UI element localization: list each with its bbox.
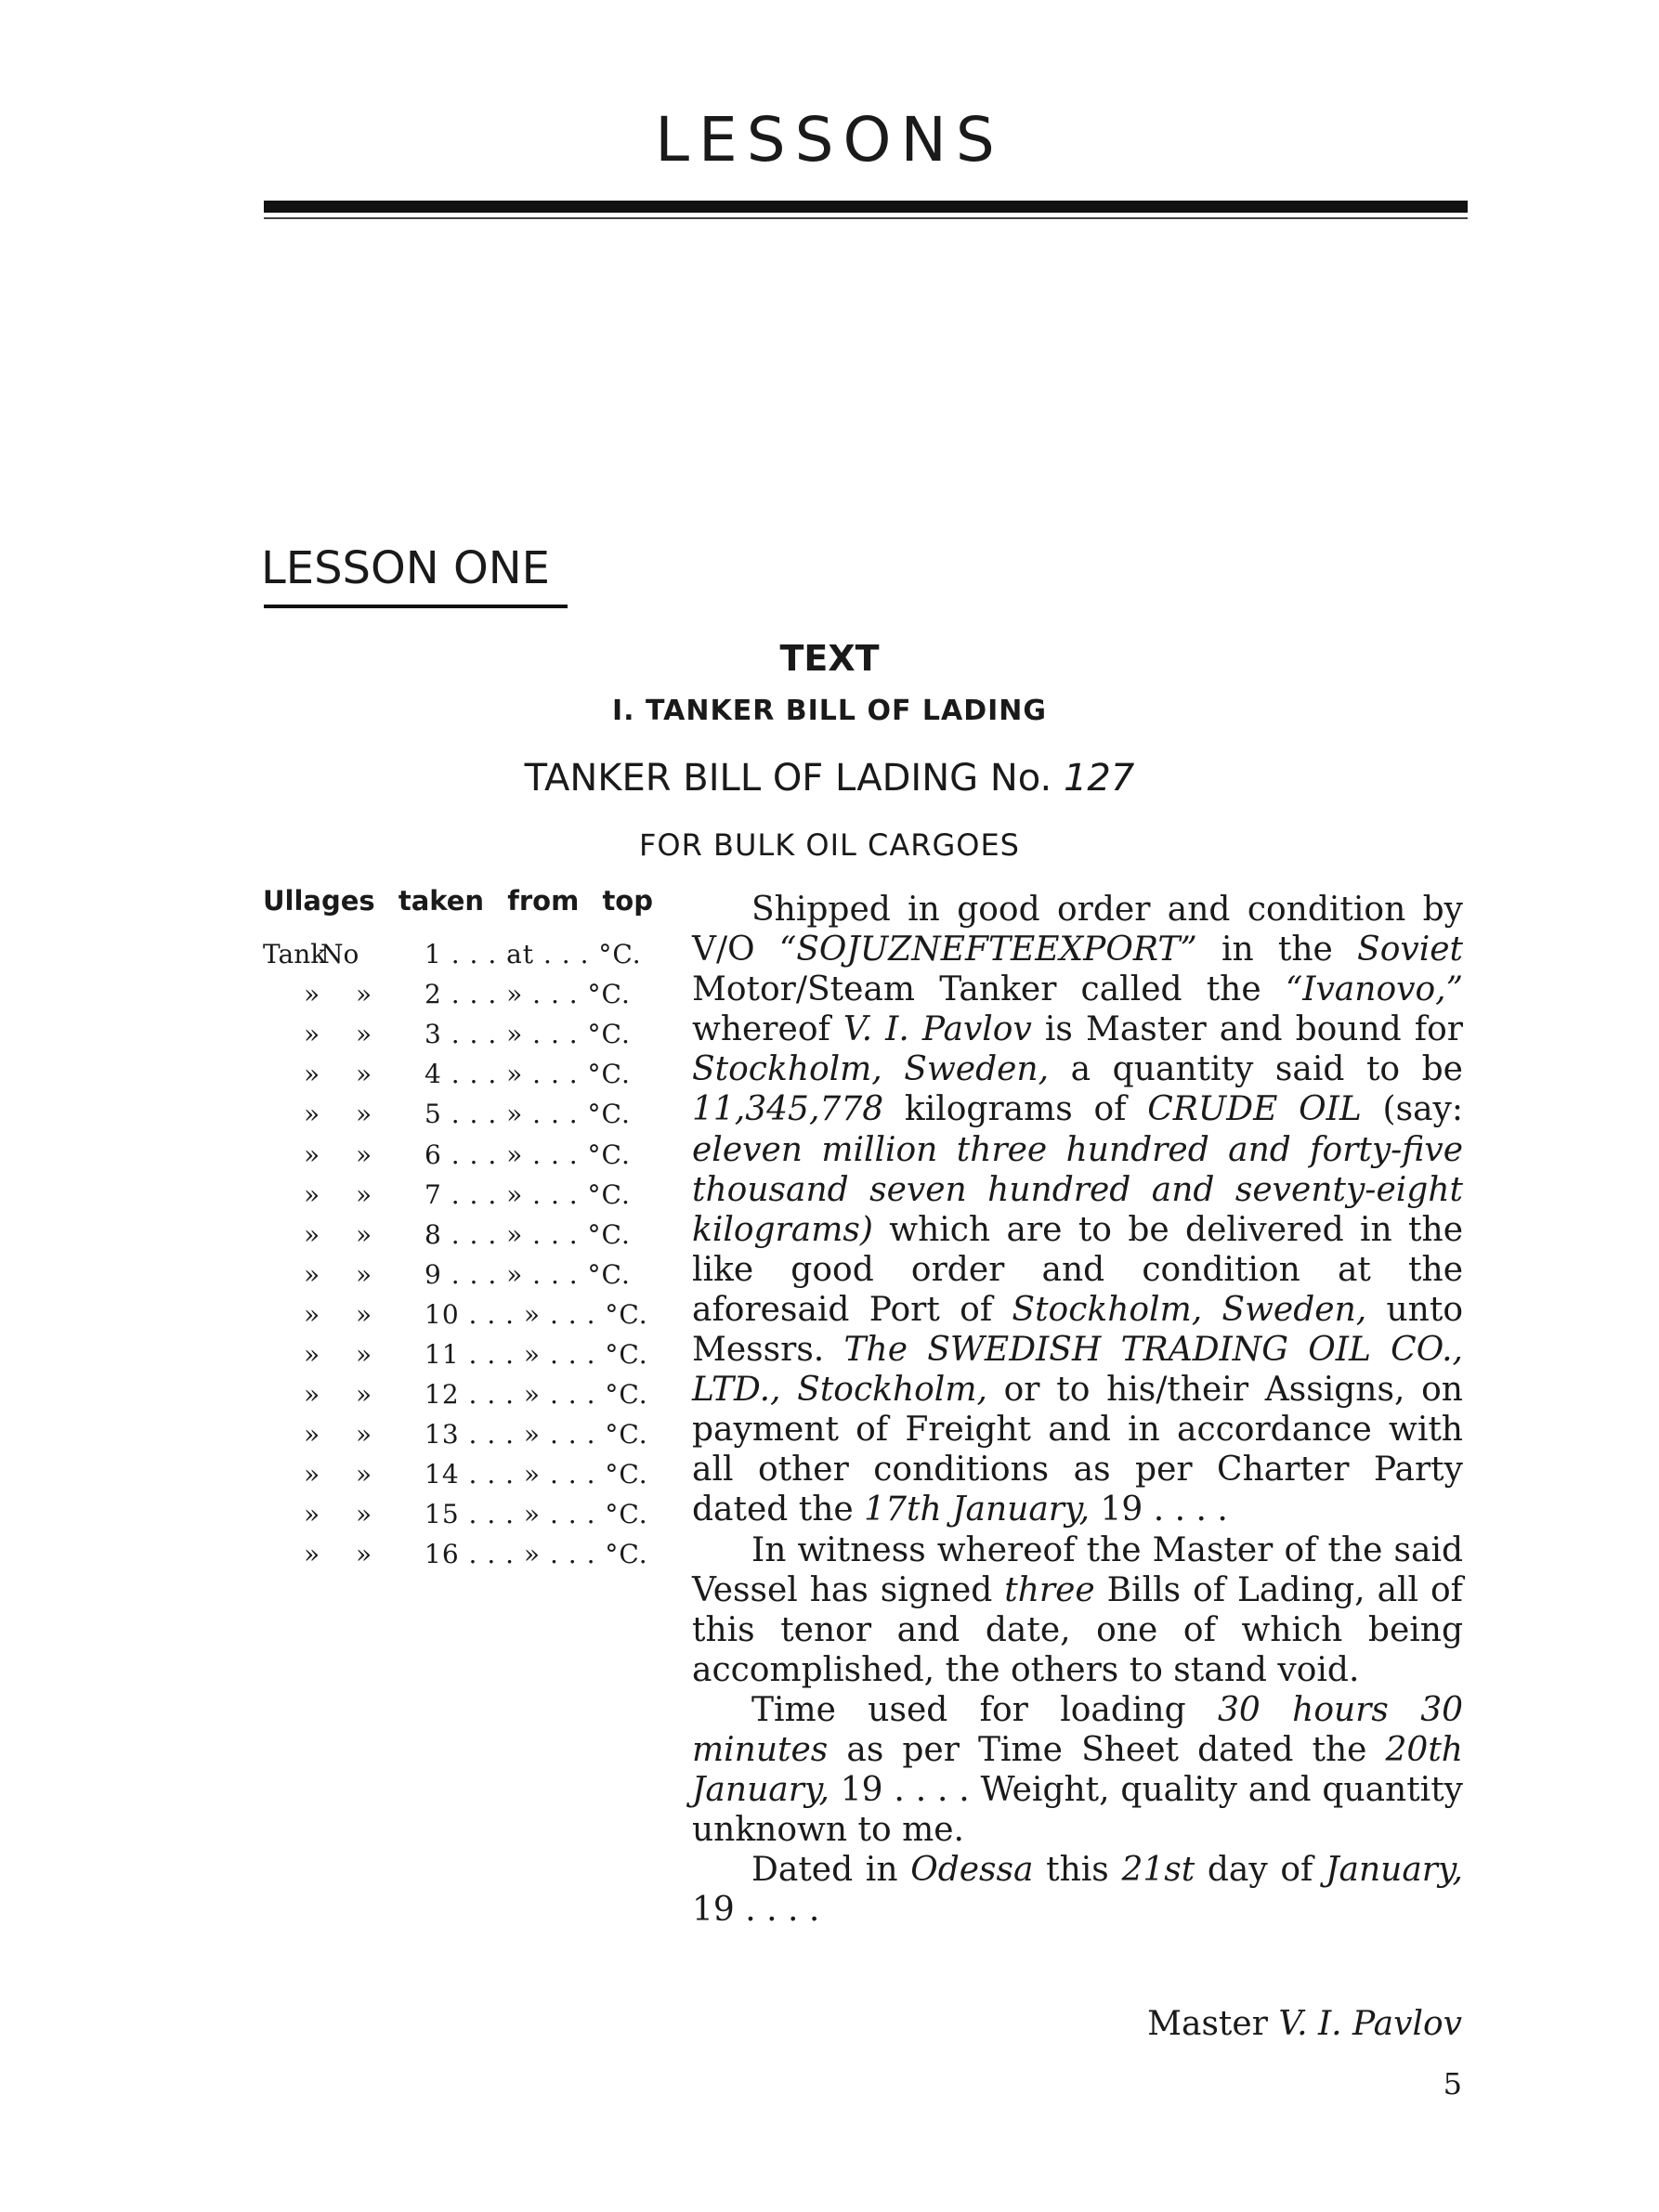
ullage-row [263, 1454, 653, 1494]
ullage-value: 5 . . . » . . . °C. [425, 1099, 631, 1130]
ditto-mark: » [356, 1258, 372, 1290]
body-text-run: Stockholm, Sweden, [692, 1050, 1050, 1089]
ullage-value: 13 . . . » . . . °C. [425, 1419, 648, 1451]
body-text-run: whereof [692, 1010, 843, 1049]
body-text-run: day of [1195, 1851, 1326, 1890]
document-label: I. TANKER BILL OF LADING [611, 695, 1048, 727]
body-paragraph-dated [692, 1850, 1463, 1930]
ullage-row [263, 1494, 653, 1534]
ditto-mark: » [304, 1099, 320, 1130]
ullage-value: 4 . . . » . . . °C. [425, 1059, 631, 1090]
ditto-mark: » [304, 1218, 320, 1250]
bill-of-lading-title [0, 757, 1659, 800]
ditto-mark: » [356, 1379, 372, 1411]
ullage-value: 11 . . . » . . . °C. [425, 1338, 648, 1370]
section-label: TEXT [779, 638, 880, 679]
ullage-row [263, 1334, 653, 1374]
header-rule-thick [264, 201, 1468, 213]
body-text-run: “Ivanovo,” [1285, 970, 1463, 1009]
ullage-value: 12 . . . » . . . °C. [425, 1379, 648, 1411]
lesson-title: LESSON ONE [261, 542, 550, 594]
body-text-run: 21st [1121, 1851, 1195, 1890]
ullage-row [263, 1094, 653, 1134]
ullage-row [263, 1134, 653, 1174]
body-text-run: three [1004, 1570, 1095, 1609]
body-text-run: Bills of Lading, all of this tenor and date, one of which being accomplished, the others to stand void. [692, 1570, 1463, 1689]
ullage-value: 10 . . . » . . . °C. [425, 1298, 648, 1330]
bill-of-lading-title-text: TANKER BILL OF LADING No. [524, 757, 1052, 800]
ditto-mark: » [356, 1218, 372, 1250]
body-text-run: (say: [1361, 1090, 1464, 1129]
body-text-run: kilograms of [883, 1090, 1148, 1129]
ullage-row [263, 1534, 653, 1574]
ditto-mark: » [356, 1459, 372, 1490]
ullage-header-word: taken [398, 885, 485, 917]
ditto-mark: » [356, 1419, 372, 1451]
ditto-mark: » [304, 1059, 320, 1090]
ullage-row [263, 1255, 653, 1295]
body-text-run: eleven million three hundred and forty-five thousand seven hundred and seventy-eight kilograms) [692, 1130, 1463, 1249]
body-text-run: 19 . . . . [1090, 1490, 1228, 1529]
body-text-run: unto Messrs. [692, 1290, 1463, 1370]
bill-of-lading-body [692, 890, 1463, 1930]
ullage-header-word: from [507, 885, 580, 917]
ditto-mark: » [304, 1338, 320, 1370]
ditto-mark: » [356, 1099, 372, 1130]
ullage-row [263, 1014, 653, 1054]
body-text-run: “SOJUZNEFTEEXPORT” [778, 930, 1197, 969]
ditto-mark: » [304, 1419, 320, 1451]
body-text-run: Time used for loading [751, 1690, 1218, 1729]
ullage-value: 3 . . . » . . . °C. [425, 1019, 631, 1050]
body-text-run: 19 . . . . Weight, quality and quantity unknown to me. [692, 1771, 1463, 1850]
ditto-mark: » [304, 1019, 320, 1050]
ullage-header-word: top [602, 885, 653, 917]
ullage-row [263, 974, 653, 1014]
lesson-title-underline [264, 605, 568, 608]
body-text-run: Stockholm, Sweden, [1012, 1290, 1367, 1329]
body-text-run: this [1033, 1851, 1122, 1890]
ullage-value: 2 . . . » . . . °C. [425, 979, 631, 1010]
body-text-run: which are to be delivered in the like good order and condition at the aforesaid Port of [692, 1210, 1463, 1329]
body-text-run: in the [1196, 930, 1358, 969]
ditto-mark: » [356, 1178, 372, 1210]
body-text-run: Odessa [910, 1851, 1034, 1890]
ullage-value: 8 . . . » . . . °C. [425, 1218, 631, 1250]
ditto-mark: » [356, 1539, 372, 1570]
ditto-mark: » [356, 1059, 372, 1090]
ullage-value: 7 . . . » . . . °C. [425, 1178, 631, 1210]
body-text-run: 20th January, [692, 1730, 1463, 1810]
body-text-run: Soviet [1357, 930, 1463, 969]
body-paragraph-witness [692, 1530, 1463, 1690]
ditto-mark: » [304, 1298, 320, 1330]
body-paragraph-loading-time [692, 1690, 1463, 1850]
ditto-mark: » [304, 1178, 320, 1210]
ullage-value: 6 . . . » . . . °C. [425, 1139, 631, 1170]
bill-of-lading-number: 127 [1063, 757, 1135, 800]
ullage-value: 16 . . . » . . . °C. [425, 1539, 648, 1570]
body-text-run: Dated in [751, 1851, 911, 1890]
ullage-value: 14 . . . » . . . °C. [425, 1459, 648, 1490]
ullage-row [263, 1414, 653, 1454]
body-text-run: is Master and bound for [1031, 1010, 1463, 1049]
ditto-mark: » [356, 1298, 372, 1330]
ditto-mark: » [304, 1258, 320, 1290]
signature-name: V. I. Pavlov [1278, 2005, 1462, 2043]
ditto-mark: » [356, 1499, 372, 1530]
body-text-run: 30 hours 30 minutes [692, 1690, 1464, 1769]
ditto-mark: » [304, 1459, 320, 1490]
ullage-value: 1 . . . at . . . °C. [425, 939, 642, 970]
body-text-run: 11,345,778 [692, 1090, 884, 1129]
ullage-row [263, 1215, 653, 1255]
page-number: 5 [1443, 2066, 1462, 2101]
ullage-header-word: Ullages [263, 885, 375, 917]
ullage-row [263, 1374, 653, 1414]
body-text-run: CRUDE OIL [1147, 1090, 1362, 1129]
ditto-mark: » [356, 1019, 372, 1050]
ditto-mark: » [304, 1139, 320, 1170]
ullage-tank-label: Tank [263, 939, 327, 970]
ullage-row [263, 934, 653, 974]
ditto-mark: » [304, 1499, 320, 1530]
ullage-header [263, 885, 653, 917]
ullage-row [263, 1054, 653, 1094]
body-text-run: Shipped in good order and condition by V/O [692, 891, 1463, 969]
body-text-run: The SWEDISH TRADING OIL CO., LTD., Stockholm, [692, 1331, 1464, 1410]
ullage-row [263, 1175, 653, 1215]
body-text-run: In witness whereof the Master of the said Vessel has signed [692, 1530, 1463, 1609]
body-text-run: 17th January, [864, 1490, 1091, 1529]
body-text-run: Motor/Steam Tanker called the [692, 970, 1286, 1009]
ditto-mark: » [356, 979, 372, 1010]
running-head: LESSONS [655, 104, 1004, 176]
ditto-mark: » [356, 1139, 372, 1170]
ditto-mark: » [304, 1379, 320, 1411]
body-paragraph-shipped [692, 890, 1463, 1530]
ullage-row [263, 1295, 653, 1334]
master-signature-line [1147, 2005, 1462, 2043]
header-rule-thin [264, 217, 1468, 219]
body-text-run: a quantity said to be [1049, 1050, 1463, 1089]
bill-of-lading-subtitle: FOR BULK OIL CARGOES [639, 827, 1020, 863]
ditto-mark: » [304, 1539, 320, 1570]
ullage-list [263, 934, 653, 1575]
ullage-value: 9 . . . » . . . °C. [425, 1258, 631, 1290]
body-text-run: V. I. Pavlov [843, 1010, 1032, 1049]
ullage-no-label: No [320, 939, 359, 970]
ditto-mark: » [356, 1338, 372, 1370]
body-text-run: January, [1326, 1851, 1463, 1890]
body-text-run: as per Time Sheet dated the [828, 1730, 1386, 1769]
body-text-run: 19 . . . . [692, 1891, 820, 1930]
ditto-mark: » [304, 979, 320, 1010]
ullage-value: 15 . . . » . . . °C. [425, 1499, 648, 1530]
body-text-run: or to his/their Assigns, on payment of Freight and in accordance with all other conditions as per Charter Party dated the [692, 1371, 1463, 1529]
signature-label: Master [1147, 2005, 1279, 2043]
